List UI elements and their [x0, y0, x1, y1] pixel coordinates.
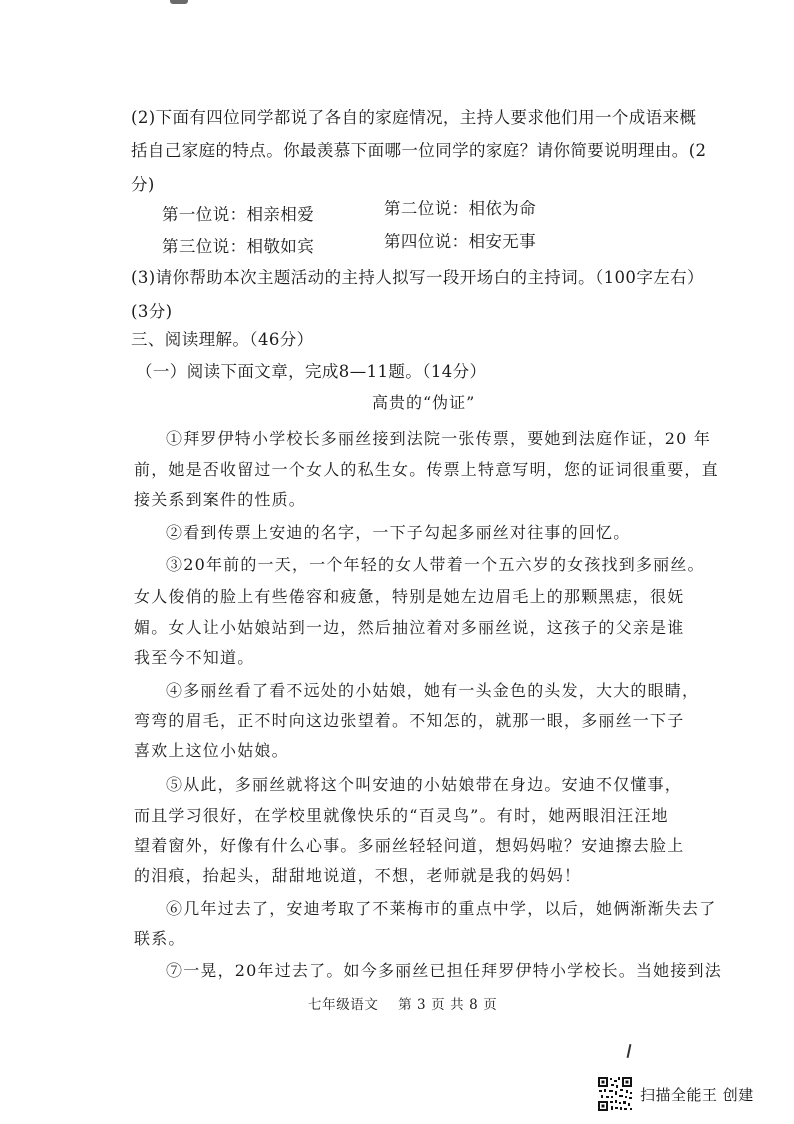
scan-artifact: [170, 0, 188, 4]
article-line: 前，她是否收留过一个女人的私生女。传票上特意写明，您的证词很重要，直: [134, 460, 719, 479]
article-line: 女人俊俏的脸上有些倦容和疲惫，特别是她左边眉毛上的那颗黑痣，很妩: [134, 587, 685, 606]
question-2-line-2: 括自己家庭的特点。你最羡慕下面哪一位同学的家庭？请你简要说明理由。(2: [131, 141, 707, 160]
article-line: 接关系到案件的性质。: [134, 490, 307, 509]
article-line: ③20年前的一天，一个年轻的女人带着一个五六岁的女孩找到多丽丝。: [166, 555, 705, 574]
question-3-line-2: (3分): [131, 302, 173, 321]
option-4: 第四位说：相安无事: [384, 232, 537, 251]
page-footer: 七年级语文 第 3 页 共 8 页: [308, 997, 498, 1013]
article-line: ⑥几年过去了，安迪考取了不莱梅市的重点中学，以后，她俩渐渐失去了: [166, 899, 717, 918]
article-line: ⑦一晃，20年过去了。如今多丽丝已担任拜罗伊特小学校长。当她接到法: [166, 961, 722, 980]
article-line: ⑤从此，多丽丝就将这个叫安迪的小姑娘带在身边。安迪不仅懂事，: [166, 775, 683, 794]
article-line: 喜欢上这位小姑娘。: [134, 741, 289, 760]
article-line: ②看到传票上安迪的名字，一下子勾起多丽丝对往事的回忆。: [166, 523, 631, 542]
article-title: 高贵的“伪证”: [372, 393, 476, 412]
question-2-line-3: 分): [131, 175, 155, 194]
article-line: ①拜罗伊特小学校长多丽丝接到法院一张传票，要她到法庭作证，20 年: [166, 429, 712, 448]
article-line: 的泪痕，抬起头，甜甜地说道，不想，老师就是我的妈妈！: [134, 866, 582, 885]
option-1: 第一位说：相亲相爱: [162, 205, 315, 224]
article-line: 联系。: [134, 929, 186, 948]
article-line: 媚。女人让小姑娘站到一边，然后抽泣着对多丽丝说，这孩子的父亲是谁: [134, 618, 685, 637]
option-2: 第二位说：相依为命: [384, 199, 537, 218]
article-line: ④多丽丝看了看不远处的小姑娘，她有一头金色的头发，大大的眼睛，: [166, 681, 700, 700]
scan-artifact: [627, 1044, 632, 1058]
article-line: 而且学习很好，在学校里就像快乐的“百灵鸟”。有时，她两眼泪汪汪地: [134, 806, 669, 825]
question-2-line-1: (2)下面有四位同学都说了各自的家庭情况，主持人要求他们用一个成语来概: [131, 108, 697, 127]
article-line: 我至今不知道。: [134, 648, 255, 667]
option-3: 第三位说：相敬如宾: [162, 237, 315, 256]
section-heading: 三、阅读理解。（46分）: [131, 330, 314, 349]
article-line: 弯弯的眉毛，正不时向这边张望着。不知怎的，就那一眼，多丽丝一下子: [134, 711, 685, 730]
qr-code-icon: [597, 1076, 633, 1112]
scanner-watermark: 扫描全能王 创建: [640, 1086, 754, 1104]
article-line: 望着窗外，好像有什么心事。多丽丝轻轻问道，想妈妈啦？安迪擦去脸上: [134, 836, 685, 855]
section-sub-heading: （一）阅读下面文章，完成8—11题。（14分）: [136, 362, 487, 381]
question-3-line-1: (3)请你帮助本次主题活动的主持人拟写一段开场白的主持词。（100字左右）: [131, 268, 704, 287]
